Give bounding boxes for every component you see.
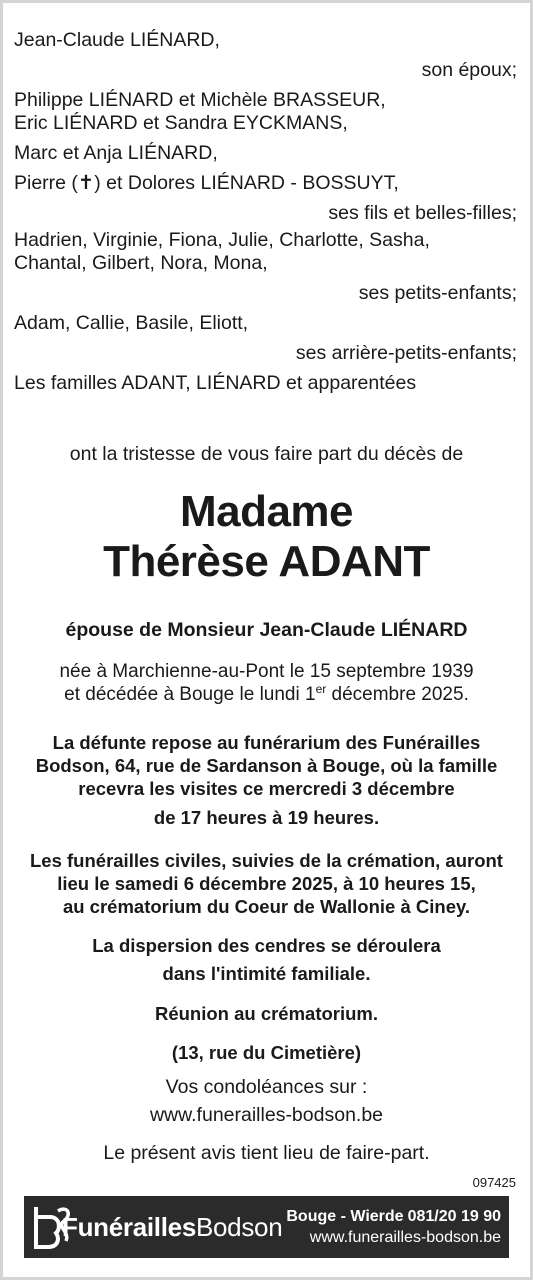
family-line: Chantal, Gilbert, Nora, Mona, (14, 252, 268, 274)
family-line: Hadrien, Virginie, Fiona, Julie, Charlotte, Sasha, (14, 229, 430, 251)
birth-death-info (3, 660, 530, 706)
family-line: Philippe LIÉNARD et Michèle BRASSEUR, (14, 89, 386, 111)
intro-text: ont la tristesse de vous faire part du décès de (69, 443, 464, 465)
funeral-line: au crématorium du Coeur de Wallonie à Ciney. (62, 896, 471, 917)
death-line-text: et décédée à Bouge le lundi 1 (64, 684, 316, 705)
dispersion-line: La dispersion des cendres se déroulera (92, 935, 441, 956)
funeral-line: lieu le samedi 6 décembre 2025, à 10 heures 15, (57, 873, 476, 894)
family-line: Jean-Claude LIÉNARD, (14, 29, 220, 51)
condolences-info (3, 1073, 530, 1129)
reunion-info: Réunion au crématorium. (154, 1003, 379, 1024)
repose-line: Bodson, 64, rue de Sardanson à Bouge, où la famille (35, 755, 498, 776)
family-line: Marc et Anja LIÉNARD, (14, 142, 218, 164)
condolences-label: Vos condoléances sur : (165, 1076, 368, 1098)
funeral-home-contact (286, 1206, 501, 1248)
funeral-info (3, 849, 530, 918)
funeral-home-location: Bouge - Wierde (286, 1208, 404, 1225)
family-role: ses fils et belles-filles; (328, 202, 517, 224)
funeral-home-website[interactable]: www.funerailles-bodson.be (309, 1229, 501, 1246)
funeral-home-banner (24, 1196, 509, 1258)
family-line: Eric LIÉNARD et Sandra EYCKMANS, (14, 112, 348, 134)
condolences-url[interactable]: www.funerailles-bodson.be (149, 1104, 384, 1126)
reunion-address: (13, rue du Cimetière) (171, 1042, 362, 1063)
brand-part-2: Bodson (195, 1212, 283, 1242)
brand-part-1: Funérailles (62, 1212, 196, 1242)
repose-info (3, 731, 530, 829)
funeral-home-brand (62, 1212, 282, 1243)
family-role: son époux; (421, 59, 517, 81)
family-line: Les familles ADANT, LIÉNARD et apparentées (14, 372, 417, 394)
deceased-fullname: Thérèse ADANT (103, 537, 430, 586)
repose-line: recevra les visites ce mercredi 3 décembre (78, 778, 455, 799)
family-role: ses petits-enfants; (358, 282, 517, 304)
family-line: Pierre (✝) et Dolores LIÉNARD - BOSSUYT, (14, 172, 399, 194)
family-role: ses arrière-petits-enfants; (295, 342, 517, 364)
funeral-home-phone[interactable]: 081/20 19 90 (407, 1208, 501, 1225)
deceased-title: Madame (179, 487, 354, 536)
family-list (14, 29, 517, 395)
dispersion-line: dans l'intimité familiale. (162, 963, 371, 984)
repose-line: La défunte repose au funérarium des Funérailles (52, 732, 481, 753)
reference-number: 097425 (472, 1175, 516, 1190)
faire-part-note: Le présent avis tient lieu de faire-part. (103, 1142, 430, 1164)
repose-hours: de 17 heures à 19 heures. (153, 807, 380, 828)
birth-line: née à Marchienne-au-Pont le 15 septembre 1939 (59, 661, 474, 682)
family-line: Adam, Callie, Basile, Eliott, (14, 312, 249, 334)
death-line-date: décembre 2025. (326, 684, 469, 705)
funeral-line: Les funérailles civiles, suivies de la crémation, auront (30, 850, 503, 871)
deceased-name (3, 487, 530, 587)
dispersion-info (3, 932, 530, 988)
ordinal-suffix: er (315, 682, 327, 696)
spouse-line: épouse de Monsieur Jean-Claude LIÉNARD (65, 619, 468, 641)
death-line (3, 683, 530, 706)
